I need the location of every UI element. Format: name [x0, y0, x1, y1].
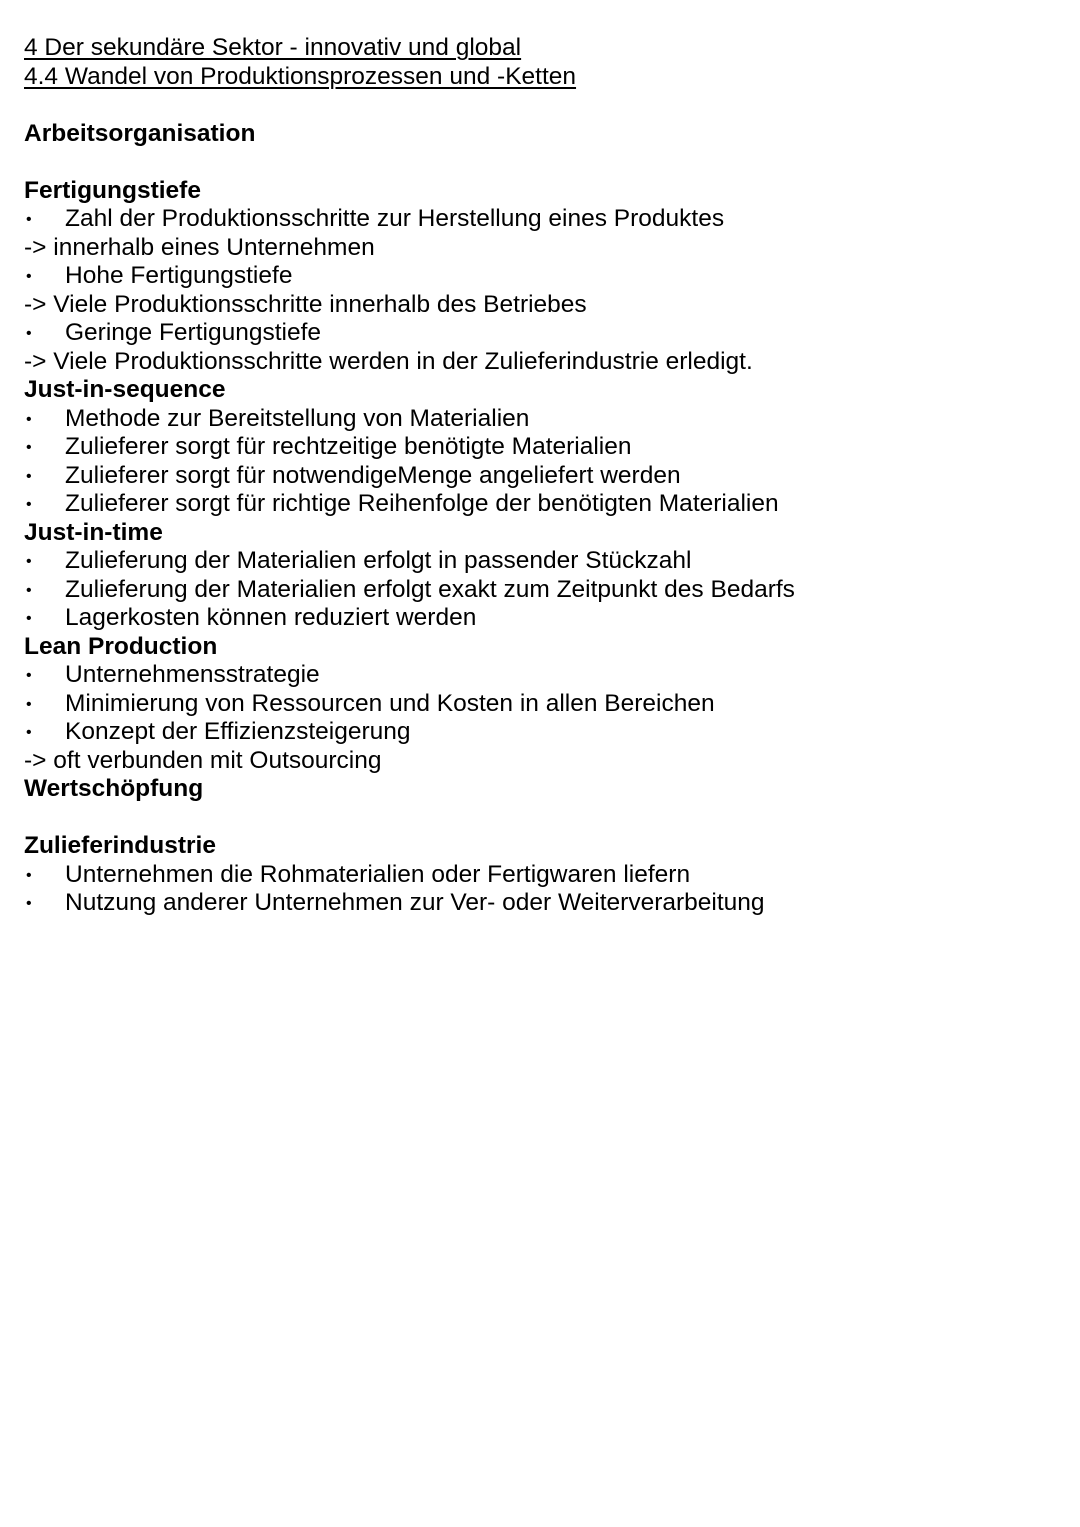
bullet-icon: •: [26, 667, 32, 684]
bullet-icon: •: [26, 553, 32, 570]
bullet-icon: •: [26, 439, 32, 456]
list-item: [24, 576, 1054, 605]
bullet-icon: •: [26, 211, 32, 228]
bullet-icon: •: [26, 581, 32, 599]
spacer: [24, 148, 1054, 177]
bullet-icon: •: [26, 325, 32, 342]
list-item-text: Geringe Fertigungstiefe: [65, 319, 322, 346]
list-item: [24, 205, 1054, 234]
list-item-text: Unternehmen die Rohmaterialien oder Fertigwaren liefern: [65, 860, 691, 888]
list-item-text: Zulieferung der Materialien erfolgt exakt zum Zeitpunkt des Bedarfs: [65, 575, 795, 603]
page-title: Arbeitsorganisation: [24, 119, 256, 147]
bullet-icon: •: [26, 610, 32, 627]
bullet-icon: •: [26, 467, 32, 485]
list-item: [24, 718, 1054, 747]
list-item: [24, 661, 1054, 690]
list-item: [24, 490, 1054, 519]
list-item: [24, 462, 1054, 491]
list-item: [24, 889, 1054, 918]
list-item-text: Lagerkosten können reduziert werden: [65, 604, 477, 631]
list-item: [24, 262, 1054, 291]
arrow-note: -> Viele Produktionsschritte innerhalb des Betriebes: [24, 290, 587, 318]
spacer: [24, 804, 1054, 833]
list-item-text: Methode zur Bereitstellung von Materialien: [65, 404, 530, 432]
term-heading-just-in-time: Just-in-time: [24, 518, 163, 546]
list-item-text: Unternehmensstrategie: [65, 661, 320, 688]
term-heading-wertschoepfung: Wertschöpfung: [24, 775, 204, 802]
list-item: [24, 319, 1054, 348]
list-item-text: Zulieferung der Materialien erfolgt in passender Stückzahl: [65, 547, 692, 574]
list-item: [24, 604, 1054, 633]
bullet-icon: •: [26, 410, 32, 428]
list-item: [24, 433, 1054, 462]
bullet-icon: •: [26, 866, 32, 884]
bullet-icon: •: [26, 724, 32, 741]
list-item-text: Zahl der Produktionsschritte zur Herstellung eines Produktes: [65, 205, 725, 232]
term-heading-just-in-sequence: Just-in-sequence: [24, 376, 226, 403]
arrow-note: -> Viele Produktionsschritte werden in der Zulieferindustrie erledigt.: [24, 347, 753, 375]
list-item-text: Zulieferer sorgt für notwendigeMenge angeliefert werden: [65, 461, 681, 489]
list-item-text: Konzept der Effizienzsteigerung: [65, 718, 411, 745]
list-item-text: Zulieferer sorgt für richtige Reihenfolge der benötigten Materialien: [65, 490, 779, 517]
arrow-note: -> innerhalb eines Unternehmen: [24, 233, 375, 261]
term-heading-lean-production: Lean Production: [24, 632, 218, 660]
list-item: [24, 861, 1054, 890]
bullet-icon: •: [26, 496, 32, 513]
list-item: [24, 690, 1054, 719]
bullet-icon: •: [26, 895, 32, 912]
bullet-icon: •: [26, 268, 32, 285]
list-item-text: Nutzung anderer Unternehmen zur Ver- oder Weiterverarbeitung: [65, 889, 765, 916]
list-item: [24, 405, 1054, 434]
term-heading-fertigungstiefe: Fertigungstiefe: [24, 176, 201, 204]
bullet-icon: •: [26, 695, 32, 713]
document-page: [24, 34, 1054, 918]
spacer: [24, 91, 1054, 120]
chapter-heading: 4 Der sekundäre Sektor - innovativ und global: [24, 34, 522, 61]
list-item-text: Minimierung von Ressourcen und Kosten in allen Bereichen: [65, 689, 715, 717]
term-heading-zulieferindustrie: Zulieferindustrie: [24, 832, 216, 859]
section-heading: 4.4 Wandel von Produktionsprozessen und -Ketten: [24, 62, 577, 90]
list-item: [24, 547, 1054, 576]
list-item-text: Hohe Fertigungstiefe: [65, 262, 293, 289]
arrow-note: -> oft verbunden mit Outsourcing: [24, 746, 382, 774]
list-item-text: Zulieferer sorgt für rechtzeitige benötigte Materialien: [65, 433, 632, 460]
